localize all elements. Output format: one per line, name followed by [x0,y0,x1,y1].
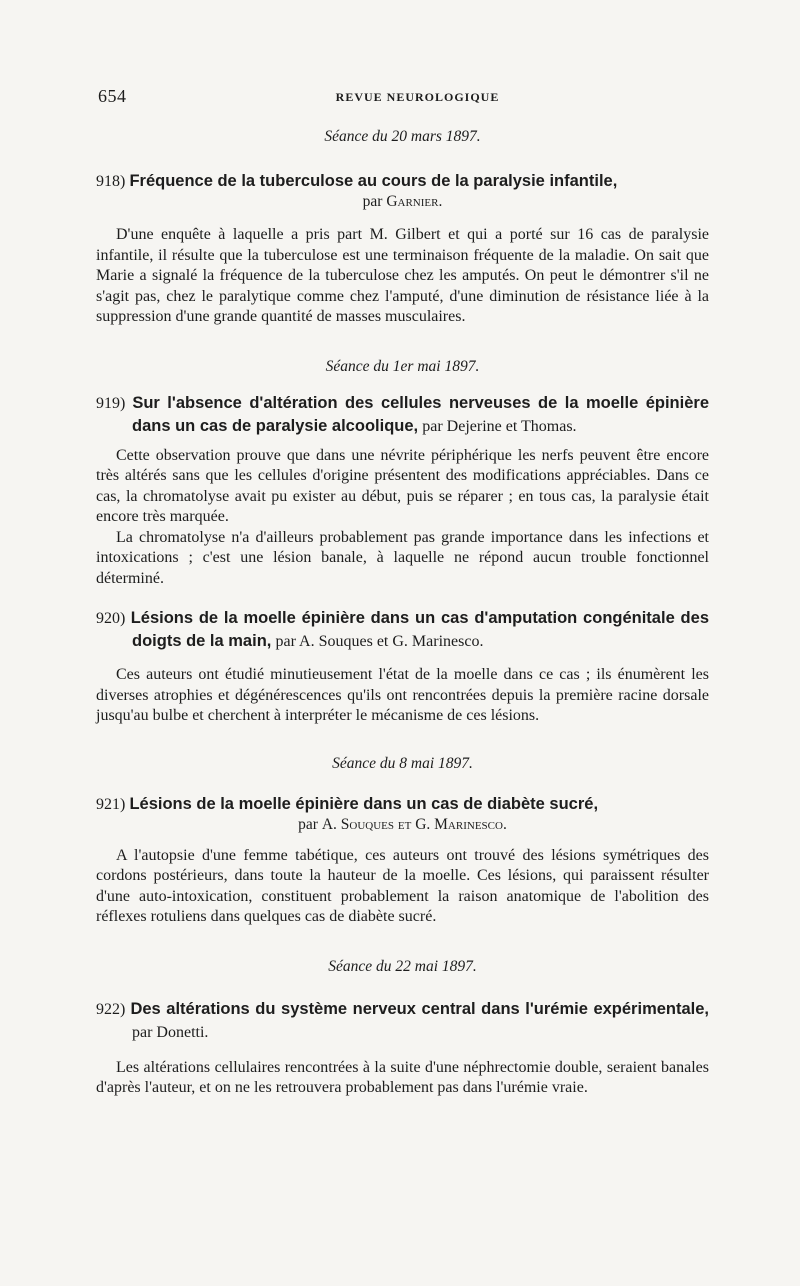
document-page [96,82,709,1099]
page-number: 654 [98,86,127,106]
par-word: par [298,815,318,833]
article-title [96,998,709,1044]
article-authors [96,816,709,834]
article-authors [96,193,709,211]
article-918 [96,170,709,328]
page-header [96,82,709,108]
article-paragraph: D'une enquête à laquelle a pris part M. Gilbert et qui a porté sur 16 cas de paralysie infantile, il résulte que la tuberculose est une terminaison fréquente de la maladie. On sait que Marie a signalé la fréquence de la tuberculose chez les amputés. On peut le démontrer s'il ne s'agit pas, chez le paralytique comme chez l'amputé, d'une diminution de résistance liée à la suppression d'une grande quantité de masses musculaires. [96,226,709,325]
article-920 [96,607,709,727]
article-922 [96,998,709,1099]
seance-heading: Séance du 20 mars 1897. [324,128,481,145]
article-title [96,170,709,193]
article-number: 918) [96,173,126,190]
running-title: REVUE NEUROLOGIQUE [335,90,500,104]
article-title-text: Des altérations du système nerveux central dans l'urémie expérimentale, [130,999,710,1018]
article-paragraph: Cette observation prouve que dans une névrite périphérique les nerfs peuvent être encore très altérés sans que les cellules d'origine présentent des modifications appréciables. Dans ce cas, la chromatolyse avait pu exister au début, puis se réparer ; en tous cas, la paralysie était encore très marquée. [96,446,709,525]
author-name: A. Souques et G. Marinesco. [321,815,507,833]
article-authors: par A. Souques et G. Marinesco. [275,633,484,650]
article-title-text: Sur l'absence d'altération des cellules nerveuses de la moelle épinière dans un cas de paralysie alcoolique, [132,393,709,435]
seance-heading: Séance du 8 mai 1897. [332,754,473,772]
article-authors: par Dejerine et Thomas. [422,417,577,435]
article-title-text: Lésions de la moelle épinière dans un cas de diabète sucré, [129,794,599,813]
article-paragraph: A l'autopsie d'une femme tabétique, ces auteurs ont trouvé des lésions symétriques des cordons postérieurs, dans toute la hauteur de la moelle. Ces lésions, qui paraissent résulter d'une auto-intoxication, constituent probablement la raison anatomique de l'abolition des réflexes rotuliens dans quelques cas de diabète sucré. [96,846,709,925]
seance-heading: Séance du 1er mai 1897. [325,357,480,375]
article-title [96,793,709,816]
article-number: 921) [96,795,126,813]
article-paragraph: Les altérations cellulaires rencontrées à la suite d'une néphrectomie double, seraient banales d'après l'auteur, et on ne les retrouvera probablement pas dans l'urémie vraie. [96,1058,709,1096]
article-authors: par Donetti. [132,1023,209,1041]
article-921 [96,793,709,928]
article-number: 922) [96,1000,126,1018]
article-title [96,607,709,653]
article-title-text: Fréquence de la tuberculose au cours de la paralysie infantile, [129,172,618,190]
article-title [96,392,709,438]
par-word: par [362,193,383,210]
article-number: 919) [96,394,126,412]
article-919 [96,392,709,590]
article-paragraph: Ces auteurs ont étudié minutieusement l'état de la moelle dans ce cas ; ils énumèrent les diverses atrophies et dégénérescences qu'ils ont rencontrées depuis la première racine dorsale jusqu'au bulbe et cherchent à interpréter le mécanisme de ces lésions. [96,666,709,724]
article-number: 920) [96,610,126,627]
author-name: Garnier. [386,193,443,210]
article-paragraph: La chromatolyse n'a d'ailleurs probablement pas grande importance dans les infections et intoxications ; c'est une lésion banale, à laquelle ne répond aucun trouble fonctionnel déterminé. [96,528,709,587]
article-title-text: Lésions de la moelle épinière dans un cas d'amputation congénitale des doigts de la main, [130,609,709,650]
seance-heading: Séance du 22 mai 1897. [328,957,477,975]
